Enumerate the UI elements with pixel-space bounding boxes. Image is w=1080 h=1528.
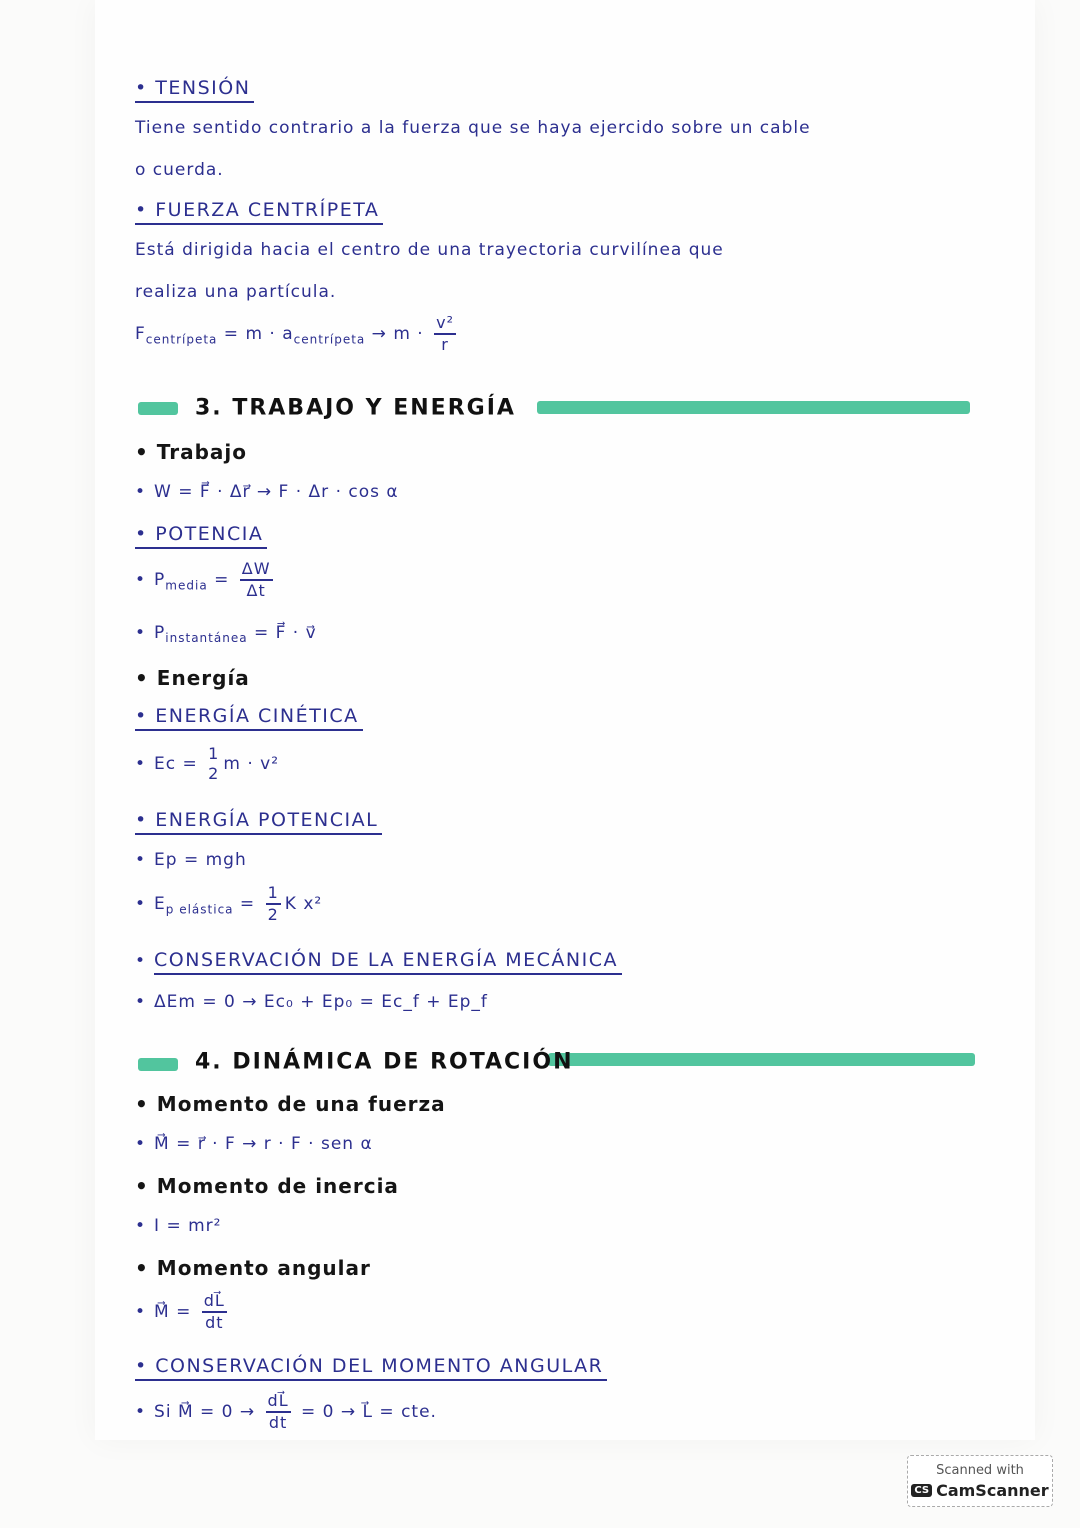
denominator: dt: [268, 1413, 288, 1432]
formula-text: ΔEm = 0 → Ec₀ + Ep₀ = Ec_f + Ep_f: [154, 992, 488, 1012]
numerator: dL⃗: [202, 1291, 227, 1313]
subheading-text: Momento angular: [156, 1256, 371, 1280]
numerator: ΔW: [240, 559, 273, 581]
formula-part: K x²: [284, 894, 323, 914]
highlight-bar-left: [138, 402, 178, 415]
formula-sub: instantánea: [165, 631, 248, 646]
inercia-formula: • I = mr²: [135, 1216, 222, 1236]
formula-part: P: [154, 570, 166, 590]
heading-text: • ENERGÍA POTENCIAL: [135, 809, 382, 835]
heading-text: • POTENCIA: [135, 523, 267, 549]
numerator: v²: [434, 313, 456, 335]
subheading-energia: • Energía: [135, 666, 250, 690]
numerator: 1: [266, 883, 281, 905]
fraction: [434, 313, 456, 355]
camscanner-logo-icon: CS: [911, 1484, 932, 1497]
heading-conservacion-energia: • CONSERVACIÓN DE LA ENERGÍA MECÁNICA: [135, 949, 622, 971]
formula-part: Si M⃗ = 0 →: [154, 1402, 262, 1422]
ec-formula: • Ec = 1 2 m · v²: [135, 744, 280, 783]
subheading-momento-inercia: • Momento de inercia: [135, 1174, 399, 1198]
formula-part: E: [154, 894, 166, 914]
pinst-formula: • $P_{instantánea}$ = F⃗ · v⃗: [135, 622, 317, 646]
highlight-bar-left: [138, 1058, 178, 1071]
formula-sub: centrípeta: [293, 332, 366, 347]
ep-formula: • Ep = mgh: [135, 850, 247, 870]
formula-part: m · v²: [223, 754, 280, 774]
heading-text: • FUERZA CENTRÍPETA: [135, 199, 383, 225]
heading-label: ENERGÍA CINÉTICA: [155, 705, 359, 727]
tension-text-2: o cuerda.: [135, 160, 224, 180]
highlight-bar-right: [537, 401, 970, 414]
brand-name: CamScanner: [936, 1481, 1049, 1500]
subheading-trabajo: • Trabajo: [135, 440, 248, 464]
denominator: 2: [267, 905, 279, 924]
denominator: r: [441, 335, 449, 354]
centripeta-formula: [135, 313, 460, 355]
heading-text: • ENERGÍA CINÉTICA: [135, 705, 363, 731]
formula-sub: centrípeta: [145, 332, 218, 347]
centripeta-text-2: realiza una partícula.: [135, 282, 337, 302]
camscanner-badge: [907, 1455, 1053, 1507]
formula-part: =: [207, 570, 236, 590]
heading-text: CONSERVACIÓN DE LA ENERGÍA MECÁNICA: [154, 949, 622, 975]
badge-caption: Scanned with: [936, 1463, 1024, 1478]
heading-conservacion-angular: [135, 1355, 607, 1377]
formula-part: P: [154, 622, 166, 643]
pmedia-formula: • $P_{media}$ = $\frac{\Delta W}{\Delta t}$: [135, 559, 271, 600]
subheading-momento-fuerza: • Momento de una fuerza: [135, 1092, 446, 1116]
numerator: dL⃗: [266, 1391, 291, 1413]
formula-part: Ec =: [154, 754, 205, 774]
formula-text: Ep = mgh: [154, 850, 247, 870]
numerator: 1: [208, 744, 220, 763]
subheading-text: Momento de una fuerza: [156, 1092, 446, 1116]
heading-potencial: [135, 809, 382, 831]
angular-formula: • M⃗ = $\frac{dL⃗}{dt}$: [135, 1291, 225, 1332]
section-title-3: 3. TRABAJO Y ENERGÍA: [195, 395, 516, 421]
formula-sub: p elástica: [165, 902, 234, 917]
heading-potencia: [135, 523, 267, 545]
denominator: Δt: [246, 581, 266, 600]
heading-centripeta: [135, 199, 383, 221]
centripeta-text-1: Está dirigida hacia el centro de una trayectoria curvilínea que: [135, 240, 724, 260]
formula-part: =: [233, 894, 262, 914]
subheading-text: Momento de inercia: [156, 1174, 399, 1198]
subheading-momento-angular: • Momento angular: [135, 1256, 371, 1280]
formula-part: = m · a: [217, 324, 294, 344]
trabajo-formula: • W = F⃗ · Δr⃗ → F · Δr · cos α: [135, 482, 399, 502]
subheading-text: Trabajo: [156, 440, 248, 464]
conservacion-angular-formula: • Si M⃗ = 0 → $\frac{dL⃗}{dt}$ = 0 → L⃗ = cte.: [135, 1391, 437, 1432]
formula-text: M⃗ = r⃗ · F → r · F · sen α: [154, 1134, 373, 1154]
fraction: [266, 883, 281, 925]
formula-part: F: [135, 324, 146, 344]
fraction: [208, 744, 219, 784]
heading-text: • CONSERVACIÓN DEL MOMENTO ANGULAR: [135, 1355, 607, 1381]
formula-text: W = F⃗ · Δr⃗ → F · Δr · cos α: [154, 482, 399, 502]
formula-sub: media: [165, 578, 208, 593]
fraction: [266, 1391, 291, 1433]
heading-label: CONSERVACIÓN DEL MOMENTO ANGULAR: [155, 1355, 604, 1377]
badge-brand: [908, 1481, 1052, 1500]
heading-label: ENERGÍA POTENCIAL: [155, 809, 379, 831]
conservacion-energia-formula: • ΔEm = 0 → Ec₀ + Ep₀ = Ec_f + Ep_f: [135, 992, 488, 1012]
formula-part: → m ·: [365, 324, 431, 344]
momento-fuerza-formula: • M⃗ = r⃗ · F → r · F · sen α: [135, 1134, 373, 1154]
formula-text: I = mr²: [154, 1216, 222, 1236]
section-title-4: 4. DINÁMICA DE ROTACIÓN: [195, 1049, 574, 1075]
heading-text: • TENSIÓN: [135, 77, 254, 103]
fraction: [202, 1291, 227, 1333]
heading-tension: [135, 77, 254, 99]
formula-part: = 0 → L⃗ = cte.: [294, 1402, 437, 1422]
denominator: dt: [205, 1313, 224, 1332]
epelastica-formula: • $E_{p elástica}$ = $\frac{1}{2}$ K x²: [135, 883, 323, 924]
highlight-bar-right: [548, 1053, 975, 1066]
heading-label: POTENCIA: [155, 523, 264, 545]
subheading-text: Energía: [156, 666, 250, 690]
heading-cinetica: [135, 705, 363, 727]
denominator: 2: [208, 764, 220, 783]
fraction: [240, 559, 273, 601]
tension-text-1: Tiene sentido contrario a la fuerza que se haya ejercido sobre un cable: [135, 118, 811, 138]
formula-part: M⃗ =: [154, 1302, 198, 1322]
formula-part: = F⃗ · v⃗: [247, 622, 317, 643]
